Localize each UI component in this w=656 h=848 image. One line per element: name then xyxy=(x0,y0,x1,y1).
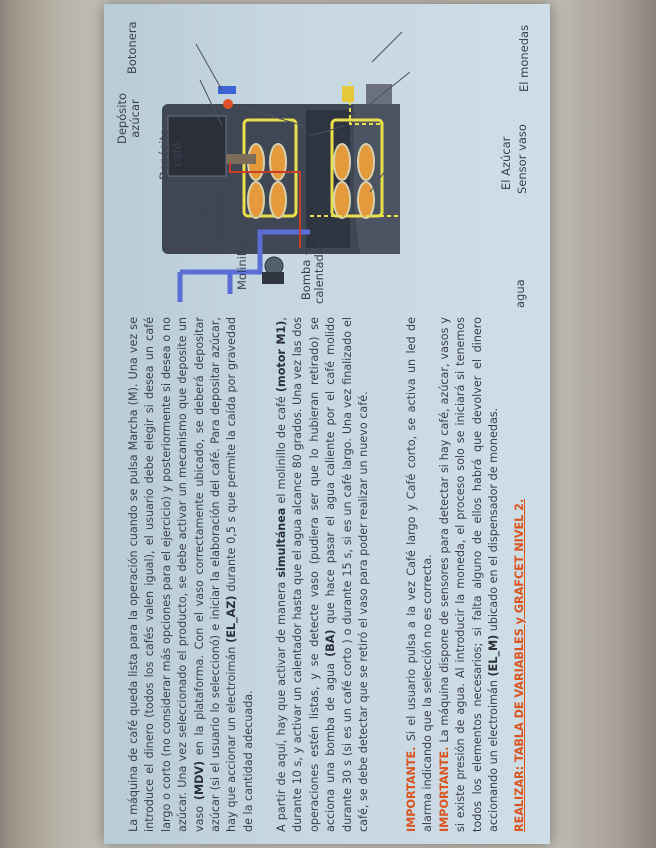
label-led-alarma xyxy=(200,196,226,236)
label-deposito-azucar-text: Depósito azúcar xyxy=(115,93,142,144)
important-2-elm: (EL_M) xyxy=(487,634,501,677)
p1-elaz: (EL_AZ) xyxy=(225,595,239,643)
label-bomba xyxy=(300,242,326,304)
coin-slot xyxy=(342,86,354,102)
paragraph-2 xyxy=(274,317,372,832)
label-sensor-vaso-text: Sensor vaso xyxy=(515,124,529,194)
important-1-tag: IMPORTANTE. xyxy=(405,746,418,832)
label-led-alarma-text: Led alarma xyxy=(199,195,226,236)
label-botonera-main xyxy=(126,21,139,74)
slide-content xyxy=(104,4,550,844)
machine-illustration xyxy=(110,12,410,312)
alarm-led-icon xyxy=(223,99,233,109)
label-el-monedas-text: El monedas xyxy=(517,24,531,92)
p1-mdv: (MDV) xyxy=(192,760,206,801)
label-bomba-text: Bomba + calentador xyxy=(299,242,326,304)
projected-slide xyxy=(104,4,550,844)
realizar-heading xyxy=(512,317,528,832)
important-2-tag: IMPORTANTE. xyxy=(438,746,451,832)
paragraph-1 xyxy=(126,317,257,832)
p2-text-b: el molinillo de café xyxy=(275,392,288,508)
p1-text-c: durante 0,5 s que permite la caída por gravedad de la cantidad adecuada. xyxy=(225,317,255,832)
label-el-azucar xyxy=(500,137,513,190)
label-deposito-cafe xyxy=(158,129,184,180)
label-deposito-azucar xyxy=(116,93,142,144)
coin-box xyxy=(366,84,392,104)
p2-text-d: que hace pasar el agua caliente por el café molido durante 30 s (si es un café corto ) o durante 15 s, si es un café largo. Una vez finalizado el café, se debe detectar que se retiró el vaso para poder realizar un nuevo café. xyxy=(324,317,371,832)
label-sensor-vaso xyxy=(516,124,529,194)
label-molinillo-text: Molinillo xyxy=(235,242,249,290)
important-1 xyxy=(404,317,437,832)
p2-text-c: , durante 10 s, y activar un calentador hasta que el agua alcance 80 grados. Una vez las dos operaciones estén listas, y se detecte vaso (pudiera ser que lo hubieran retirado) se acciona una bomba de agua xyxy=(275,317,338,832)
realizar-text: REALIZAR: TABLA DE VARIABLES y GRAFCET NIVEL 2. xyxy=(513,498,526,832)
p1-text-b: en la plataforma. Con el vaso correctamente ubicado, se deberá depositar azúcar (si el usuario lo seleccionó) e iniciar la elaboración del café. Para depositar azúcar, hay que accionar un electroimán xyxy=(192,317,239,832)
machine-dome xyxy=(354,104,400,254)
label-botonera-main-text: Botonera xyxy=(125,21,139,74)
important-2-text: La máquina dispone de sensores para detectar si hay café, azúcar, vasos y si existe presión de agua. Al introducir la moneda, el proceso solo se iniciará si tenemos todos los elementos necesarios; si falta alguno de ellos habrá que devolver el dinero accionando un electroimán xyxy=(438,317,501,832)
pump-icon xyxy=(262,272,284,284)
label-el-monedas xyxy=(518,25,531,92)
important-2-text-b: ubicado en el dispensador de monedas. xyxy=(487,407,501,635)
label-agua xyxy=(514,279,527,308)
important-1-text: Si el usuario pulsa a la vez Café largo y Café corto, se activa un led de alarma indicando que la selección no es correcta. xyxy=(405,317,435,832)
p2-motor-m1: (motor M1) xyxy=(275,320,288,393)
label-el-azucar-text: El Azúcar xyxy=(499,136,513,190)
important-2 xyxy=(437,317,503,832)
p2-text-a: A partir de aquí, hay que activar de manera xyxy=(275,577,288,832)
label-deposito-cafe-text: Depósito café xyxy=(157,129,184,180)
label-agua-text: agua xyxy=(513,279,527,308)
label-molinillo xyxy=(236,243,249,290)
p1-text-a: La máquina de café queda lista para la operación cuando se pulsa Marcha (M). Una vez se introduce el dinero (todos los cafés valen igual), el usuario debe elegir si desea un café largo o corto (no considerar más opciones para el ejercicio) y posteriormente si desea o no azúcar. Una vez seleccionado el producto, se debe activar un mecanismo que deposite un vaso xyxy=(127,317,206,832)
p2-ba: (BA) xyxy=(324,629,338,657)
coffee-machine-diagram xyxy=(110,12,410,312)
p2-simultanea: simultánea xyxy=(275,507,288,578)
